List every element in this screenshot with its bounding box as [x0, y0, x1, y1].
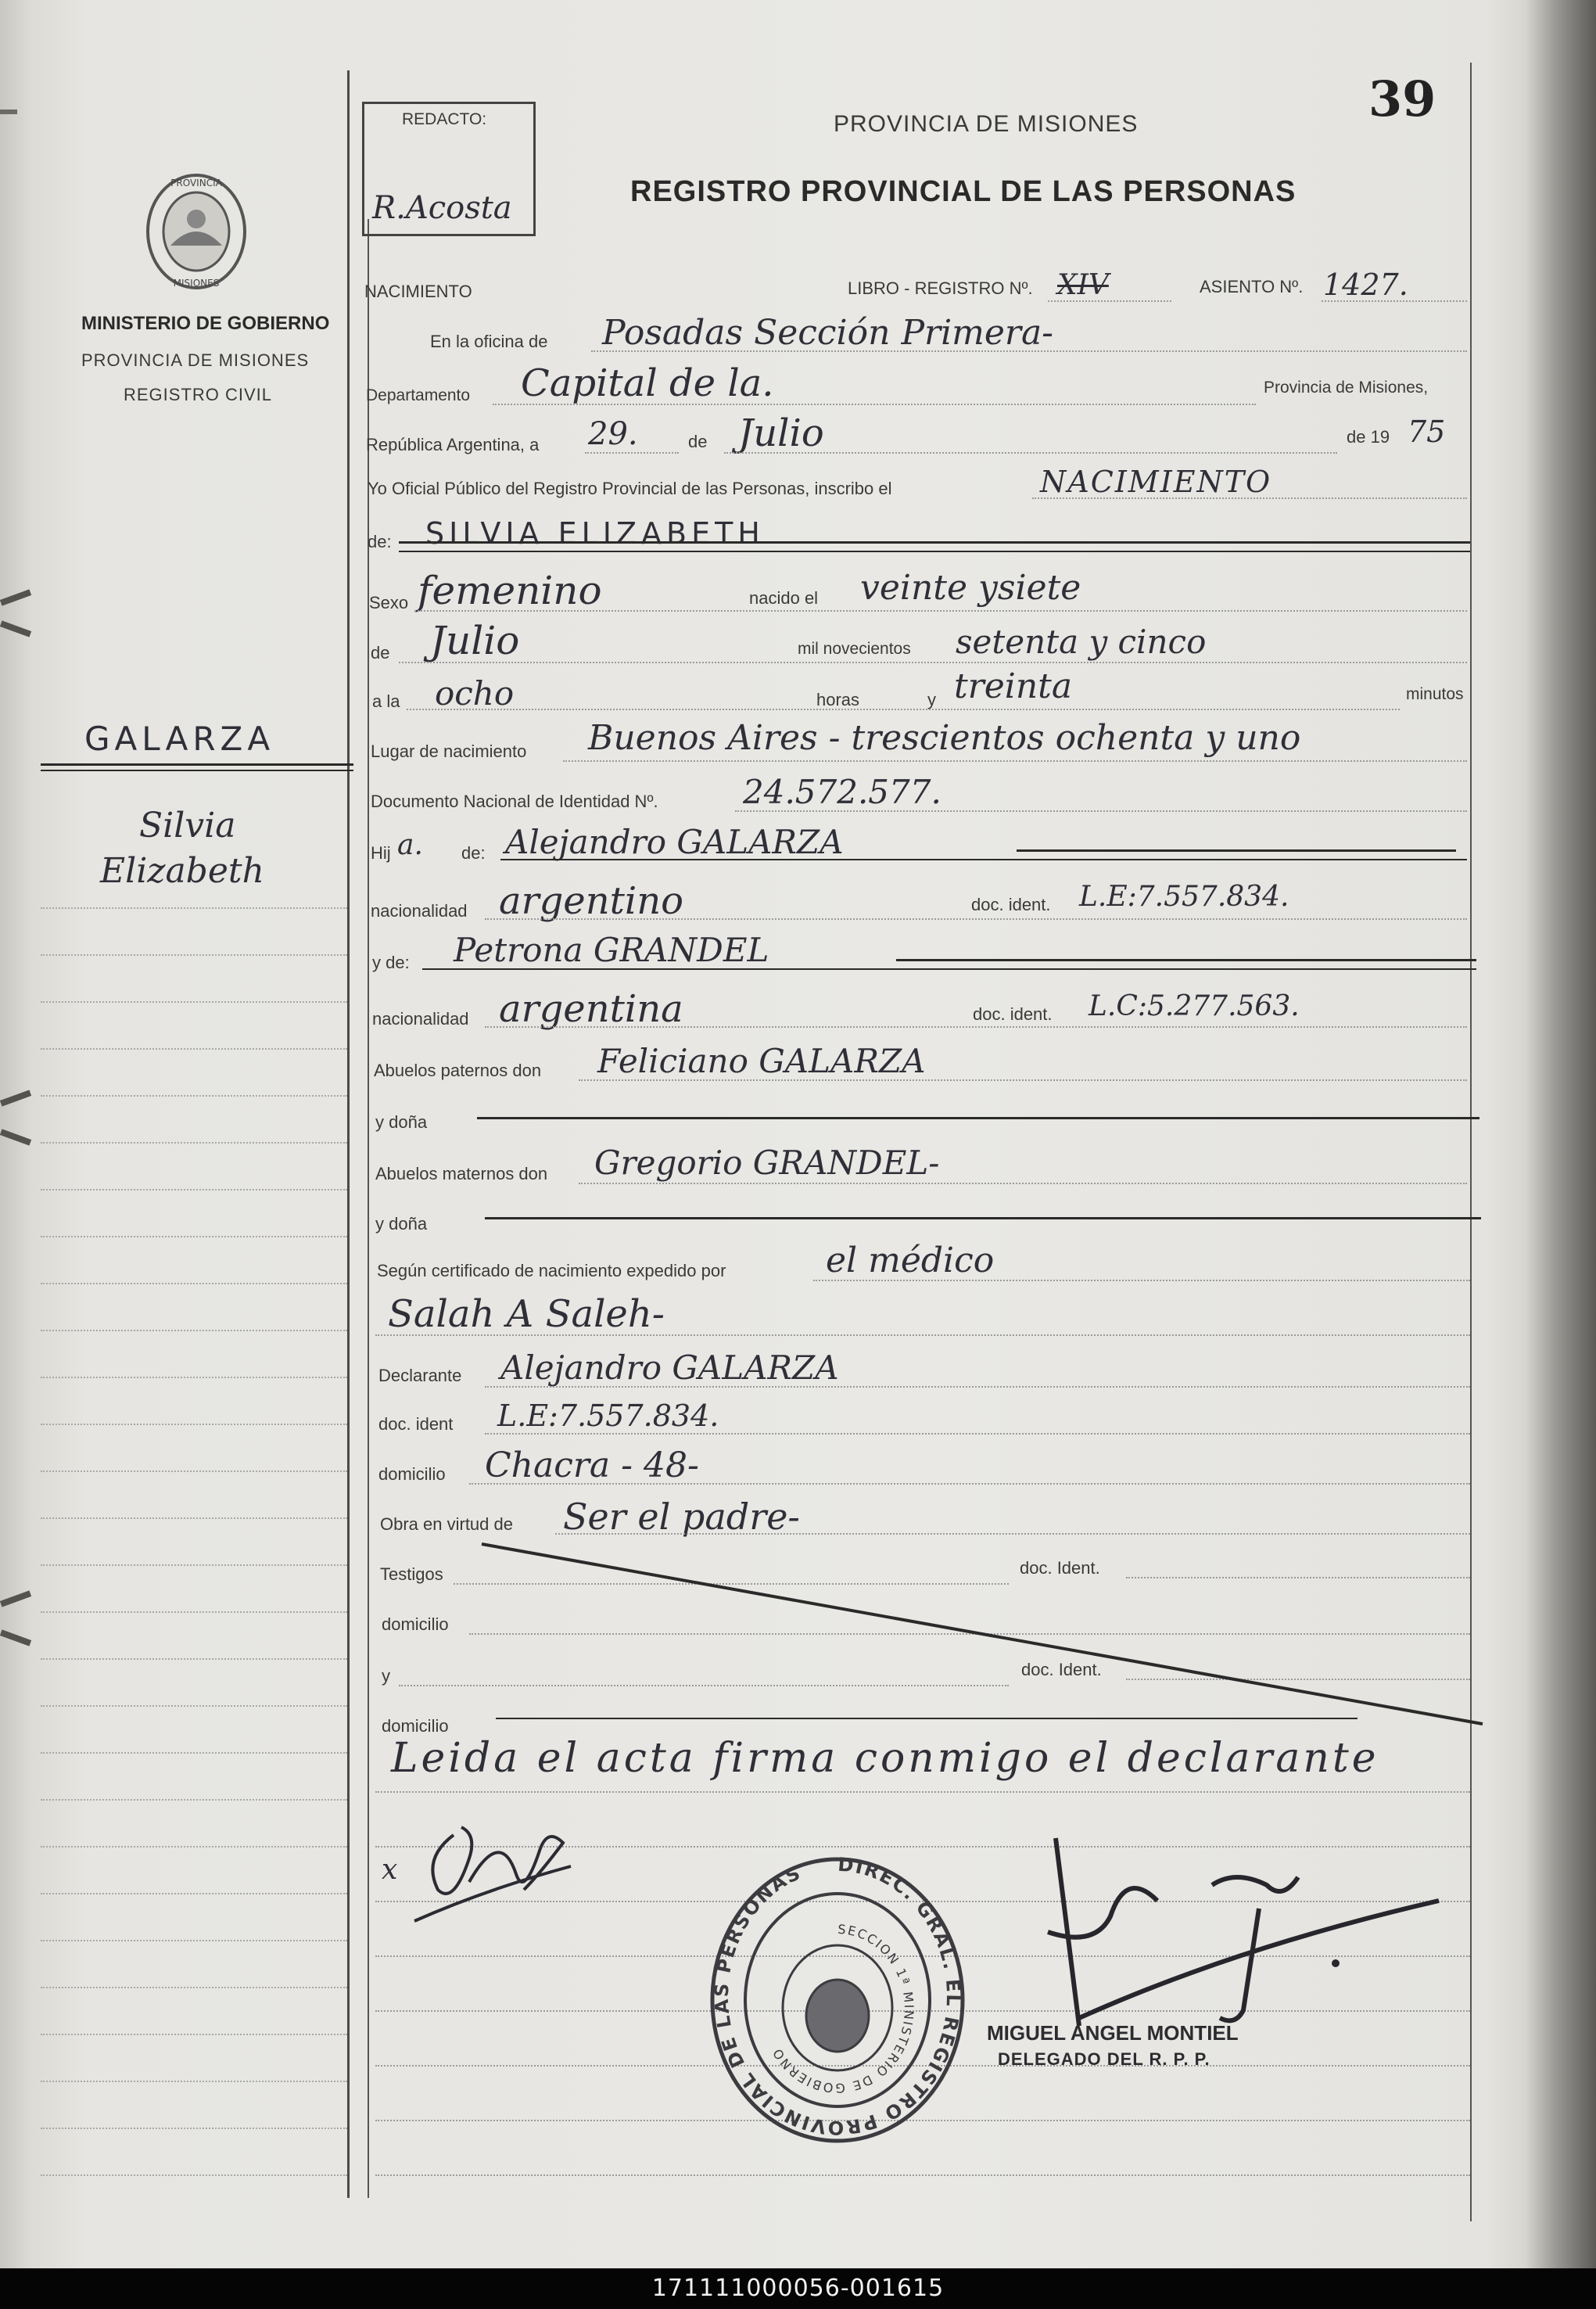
- de-label: de: [688, 432, 708, 451]
- libro-value: XIV: [1057, 269, 1109, 301]
- testigos-docident-label: doc. Ident.: [1020, 1558, 1100, 1578]
- emblem-text-bottom: MISIONES: [173, 278, 220, 289]
- seal-inner-text: SECCION 1ª MINISTERIO DE GOBIERNO: [769, 1921, 917, 2096]
- footer-code: 171111000056-001615: [651, 2275, 945, 2302]
- dni-value: 24.572.577.: [743, 773, 941, 811]
- emblem-text-top: PROVINCIA: [170, 178, 222, 189]
- margin-line: [41, 1987, 347, 1988]
- padre-value: Alejandro GALARZA: [505, 823, 844, 861]
- redacto-value: R.Acosta: [372, 190, 512, 226]
- padre-nac-label: nacionalidad: [371, 901, 468, 921]
- y3-label: y: [382, 1666, 390, 1686]
- testigos-label: Testigos: [380, 1564, 443, 1584]
- margin-line: [41, 1940, 347, 1941]
- de2-label: de: [371, 643, 390, 663]
- row-line: [375, 2174, 1470, 2176]
- ab-mat-value: Gregorio GRANDEL-: [594, 1144, 940, 1182]
- oficina-value: Posadas Sección Primera-: [602, 313, 1054, 353]
- ministry-line3: REGISTRO CIVIL: [124, 385, 273, 404]
- archive-footer: [0, 2268, 1596, 2309]
- segun-label: Según certificado de nacimiento expedido por: [377, 1261, 726, 1280]
- yde-label: y de:: [372, 953, 410, 972]
- margin-line: [41, 1893, 347, 1894]
- provincia-label: Provincia de Misiones,: [1264, 379, 1429, 397]
- oficial-value: NACIMIENTO: [1040, 465, 1272, 499]
- testigo-domicilio-label: domicilio: [382, 1614, 449, 1634]
- declarant-signature: [407, 1812, 586, 1929]
- closing-text: Leida el acta firma conmigo el declarante: [391, 1735, 1379, 1782]
- segun-value: el médico: [826, 1241, 995, 1280]
- sexo-label: Sexo: [369, 593, 409, 612]
- hijo-label-a: Hij: [371, 843, 391, 863]
- margin-surname: GALARZA: [84, 720, 275, 758]
- ministry-line1: MINISTERIO DE GOBIERNO: [81, 313, 330, 334]
- official-seal-stamp: [702, 1848, 973, 2153]
- redacto-label: REDACTO:: [402, 110, 487, 128]
- medico-value: Salah A Saleh-: [388, 1292, 665, 1336]
- lugar-label: Lugar de nacimiento: [371, 742, 527, 761]
- ydona-pat-label: y doña: [375, 1112, 428, 1132]
- margin-given2: Elizabeth: [100, 851, 264, 891]
- year-value: 75: [1408, 415, 1446, 449]
- margin-line: [41, 2174, 347, 2176]
- nacido-value: veinte ysiete: [860, 568, 1081, 608]
- margin-line: [41, 2128, 347, 2129]
- ab-pat-value: Feliciano GALARZA: [597, 1042, 926, 1080]
- padre-docident-label: doc. ident.: [971, 895, 1051, 914]
- margin-line: [41, 1846, 347, 1848]
- asiento-value: 1427.: [1323, 268, 1408, 302]
- official-role: DELEGADO DEL R. P. P.: [998, 2049, 1210, 2069]
- departamento-value: Capital de la.: [521, 361, 774, 405]
- margin-line: [41, 2034, 347, 2035]
- seal-outer-text: DIREC. GRAL. EL REGISTRO PROVINCIAL DE LAS PERSONAS: [710, 1853, 965, 2139]
- libro-label: LIBRO - REGISTRO Nº.: [848, 278, 1033, 298]
- ab-pat-label: Abuelos paternos don: [374, 1061, 542, 1080]
- min-value: treinta: [954, 666, 1073, 706]
- madre-nac-label: nacionalidad: [372, 1009, 469, 1029]
- obra-label: Obra en virtud de: [380, 1514, 513, 1534]
- year-prefix: de 19: [1347, 427, 1390, 447]
- official-signature: [985, 1822, 1454, 2041]
- madre-docident-label: doc. ident.: [973, 1004, 1053, 1024]
- ab-mat-label: Abuelos maternos don: [375, 1164, 548, 1183]
- ala-label: a la: [372, 691, 400, 711]
- mil-value: setenta y cinco: [956, 623, 1207, 661]
- hijo-label-b: de:: [461, 843, 486, 863]
- dni-label: Documento Nacional de Identidad Nº.: [371, 792, 658, 811]
- hora-value: ocho: [435, 674, 515, 713]
- republica-label: República Argentina, a: [366, 435, 540, 454]
- ministry-line2: PROVINCIA DE MISIONES: [81, 350, 310, 370]
- padre-nac-value: argentino: [499, 879, 684, 923]
- horas-label: horas: [816, 690, 860, 709]
- testigo2-domicilio-label: domicilio: [382, 1716, 449, 1736]
- sexo-value: femenino: [418, 568, 602, 613]
- oficina-label: En la oficina de: [430, 332, 548, 351]
- declarante-label: Declarante: [378, 1366, 462, 1385]
- domicilio-label: domicilio: [378, 1464, 446, 1484]
- name-value: SILVIA ELIZABETH: [425, 516, 765, 551]
- official-name: MIGUEL ANGEL MONTIEL: [987, 2021, 1239, 2045]
- signature-x-mark: x: [382, 1854, 398, 1886]
- docident2-label: doc. ident: [378, 1414, 454, 1434]
- hijo-value: a.: [397, 829, 423, 861]
- madre-value: Petrona GRANDEL: [454, 931, 769, 969]
- departamento-label: Departamento: [366, 386, 471, 404]
- y-label: y: [927, 690, 936, 709]
- declarante-doc-value: L.E:7.557.834.: [497, 1399, 719, 1433]
- row-line: [375, 1791, 1470, 1793]
- nacido-label: nacido el: [749, 588, 819, 608]
- header-title: REGISTRO PROVINCIAL DE LAS PERSONAS: [630, 175, 1297, 208]
- margin-line: [41, 1799, 347, 1801]
- page-number: 39: [1368, 70, 1436, 127]
- mil-label: mil novecientos: [798, 640, 911, 658]
- de-name-label: de:: [368, 532, 392, 551]
- lugar-value: Buenos Aires - trescientos ochenta y uno: [588, 718, 1301, 758]
- madre-doc-value: L.C:5.277.563.: [1089, 990, 1300, 1022]
- obra-value: Ser el padre-: [563, 1496, 800, 1538]
- mes-value: Julio: [430, 618, 520, 663]
- domicilio-value: Chacra - 48-: [485, 1445, 699, 1485]
- madre-nac-value: argentina: [499, 987, 683, 1031]
- declarante-value: Alejandro GALARZA: [500, 1348, 839, 1387]
- header-province: PROVINCIA DE MISIONES: [834, 111, 1139, 137]
- nacimiento-label: NACIMIENTO: [364, 282, 472, 301]
- month-value: Julio: [738, 411, 824, 455]
- oficial-label: Yo Oficial Público del Registro Provincial de las Personas, inscribo el: [368, 479, 892, 498]
- margin-line: [41, 2081, 347, 2082]
- ydona-mat-label: y doña: [375, 1214, 428, 1234]
- margin-given1: Silvia: [139, 806, 236, 846]
- y3-docident-label: doc. Ident.: [1021, 1660, 1102, 1679]
- padre-doc-value: L.E:7.557.834.: [1079, 881, 1289, 913]
- day-value: 29.: [588, 416, 638, 452]
- asiento-label: ASIENTO Nº.: [1200, 277, 1304, 296]
- minutos-label: minutos: [1406, 685, 1464, 703]
